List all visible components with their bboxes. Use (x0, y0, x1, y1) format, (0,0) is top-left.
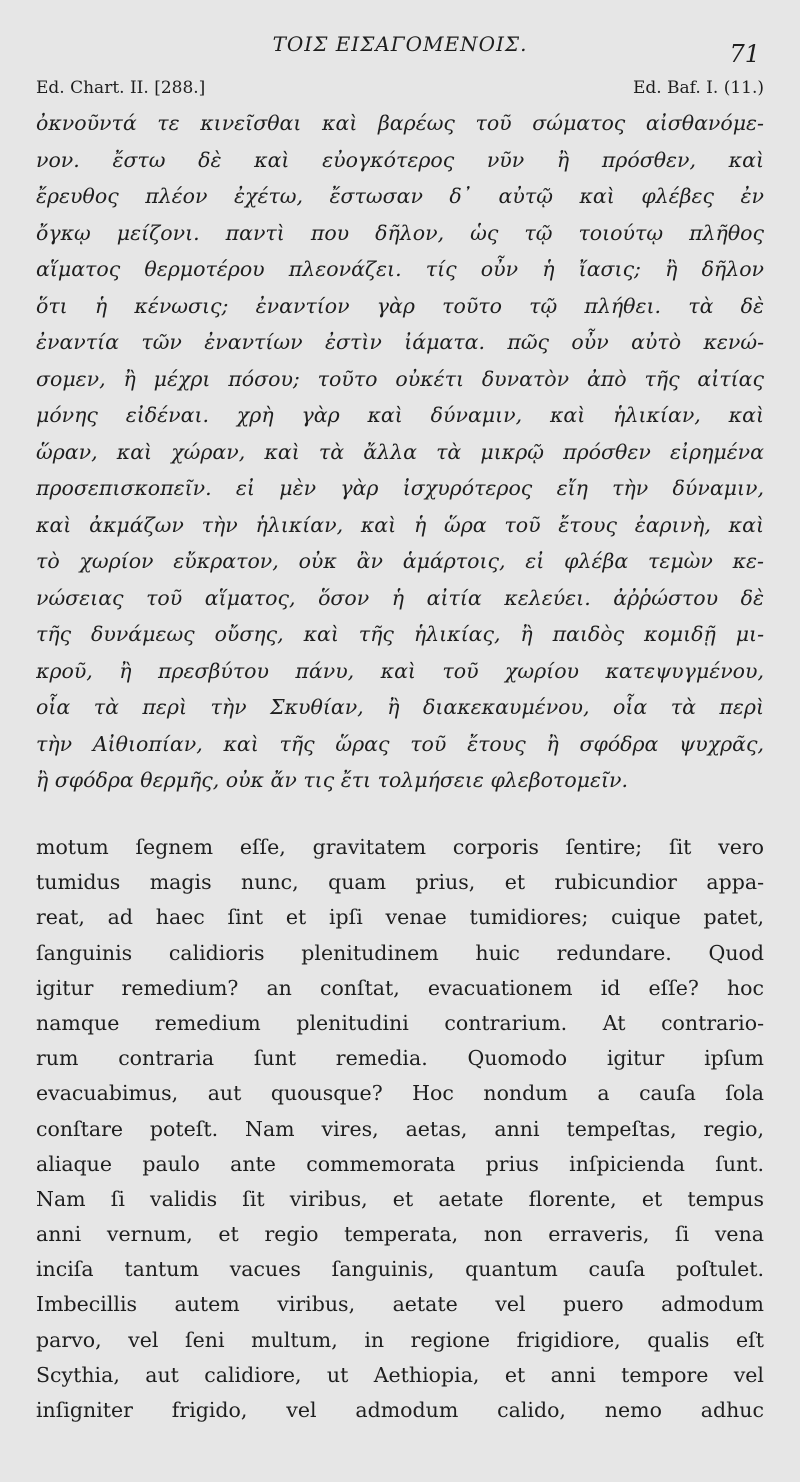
latin-line: tumidus magis nunc, quam prius, et rubicundior appa- (36, 870, 764, 895)
latin-line: rum contraria ſunt remedia. Quomodo igitur ipſum (36, 1046, 764, 1071)
greek-line: αἵματος θερμοτέρου πλεονάζει. τίς οὖν ἡ ἴασις; ἢ δῆλον (36, 257, 764, 281)
greek-line: νώσειας τοῦ αἵματος, ὅσον ἡ αἰτία κελεύει. ἀῤῥώστου δὲ (36, 585, 764, 610)
greek-line: ἐναντία τῶν ἐναντίων ἐστὶν ἰάματα. πῶς οὖν αὐτὸ κενώ- (36, 330, 764, 354)
latin-line: Nam ſi validis ſit viribus, et aetate florente, et tempus (36, 1186, 764, 1211)
greek-line: οἷα τὰ περὶ τὴν Σκυθίαν, ἢ διακεκαυμένου, οἷα τὰ περὶ (36, 695, 764, 719)
greek-line: ἔρευθος πλέον ἐχέτω, ἔστωσαν δ᾽ αὐτῷ καὶ φλέβες ἐν (36, 184, 764, 208)
greek-line: ὥραν, καὶ χώραν, καὶ τὰ ἄλλα τὰ μικρῷ πρόσθεν εἰρημένα (36, 439, 764, 464)
running-head: ΤΟΙΣ ΕΙΣΑΓΟΜΕΝΟΙΣ. (272, 32, 528, 56)
greek-line: μόνης εἰδέναι. χρὴ γὰρ καὶ δύναμιν, καὶ ἡλικίαν, καὶ (36, 403, 764, 427)
latin-line: evacuabimus, aut quousque? Hoc nondum a cauſa ſola (36, 1081, 764, 1106)
latin-line: reat, ad haec ſint et ipſi venae tumidiores; cuique patet, (36, 905, 764, 930)
greek-line: ἢ σφόδρα θερμῆς, οὐκ ἄν τις ἔτι τολμήσειε φλεβοτομεῖν. (36, 768, 629, 792)
greek-line: ὄγκῳ μείζονι. παντὶ που δῆλον, ὡς τῷ τοιούτῳ πλῆθος (36, 220, 764, 245)
greek-line: τὸ χωρίον εὔκρατον, οὐκ ἂν ἁμάρτοις, εἰ φλέβα τεμὼν κε- (36, 549, 764, 573)
latin-line: conſtare poteſt. Nam vires, aetas, anni tempeſtas, regio, (36, 1116, 764, 1141)
greek-line: προσεπισκοπεῖν. εἰ μὲν γὰρ ἰσχυρότερος εἴη τὴν δύναμιν, (36, 476, 764, 500)
latin-text-block (36, 830, 764, 1428)
greek-line: καὶ ἀκμάζων τὴν ἡλικίαν, καὶ ἡ ὥρα τοῦ ἔτους ἐαρινὴ, καὶ (36, 512, 764, 537)
greek-line: κροῦ, ἢ πρεσβύτου πάνυ, καὶ τοῦ χωρίου κατεψυγμένου, (36, 658, 764, 683)
latin-line: parvo, vel ſeni multum, in regione frigidiore, qualis eſt (36, 1327, 764, 1352)
edition-chartier-ref: Ed. Chart. II. [288.] (36, 78, 206, 98)
latin-line: motum ſegnem eſſe, gravitatem corporis ſentire; ſit vero (36, 835, 764, 859)
edition-basel-ref: Ed. Baf. I. (11.) (632, 78, 764, 98)
latin-line: ſanguinis calidioris plenitudinem huic redundare. Quod (36, 940, 764, 965)
greek-line: σομεν, ἢ μέχρι πόσου; τοῦτο οὐκέτι δυνατὸν ἀπὸ τῆς αἰτίας (36, 366, 764, 391)
greek-text-block (36, 105, 764, 799)
edition-reference-line (36, 78, 764, 106)
latin-line: igitur remedium? an conſtat, evacuationem id eſſe? hoc (36, 975, 764, 1000)
latin-line: inſigniter frigido, vel admodum calido, nemo adhuc (36, 1398, 764, 1422)
latin-line: inciſa tantum vacues ſanguinis, quantum cauſa poſtulet. (36, 1257, 764, 1282)
page-number: 71 (729, 40, 760, 68)
greek-line: τὴν Αἰθιοπίαν, καὶ τῆς ὥρας τοῦ ἔτους ἢ σφόδρα ψυχρᾶς, (36, 731, 764, 756)
greek-line: τῆς δυνάμεως οὔσης, καὶ τῆς ἡλικίας, ἢ παιδὸς κομιδῇ μι- (36, 622, 764, 646)
greek-line: νον. ἔστω δὲ καὶ εὐογκότερος νῦν ἢ πρόσθεν, καὶ (36, 147, 764, 172)
greek-line: ὀκνοῦντά τε κινεῖσθαι καὶ βαρέως τοῦ σώματος αἰσθανόμε- (36, 111, 764, 135)
greek-line: ὅτι ἡ κένωσις; ἐναντίον γὰρ τοῦτο τῷ πλήθει. τὰ δὲ (36, 293, 764, 318)
latin-line: Imbecillis autem viribus, aetate vel puero admodum (36, 1292, 764, 1317)
latin-line: aliaque paulo ante commemorata prius inſpicienda ſunt. (36, 1151, 764, 1176)
latin-line: Scythia, aut calidiore, ut Aethiopia, et anni tempore vel (36, 1362, 764, 1387)
latin-line: anni vernum, et regio temperata, non erraveris, ſi vena (36, 1222, 764, 1247)
latin-line: namque remedium plenitudini contrarium. At contrario- (36, 1010, 764, 1035)
